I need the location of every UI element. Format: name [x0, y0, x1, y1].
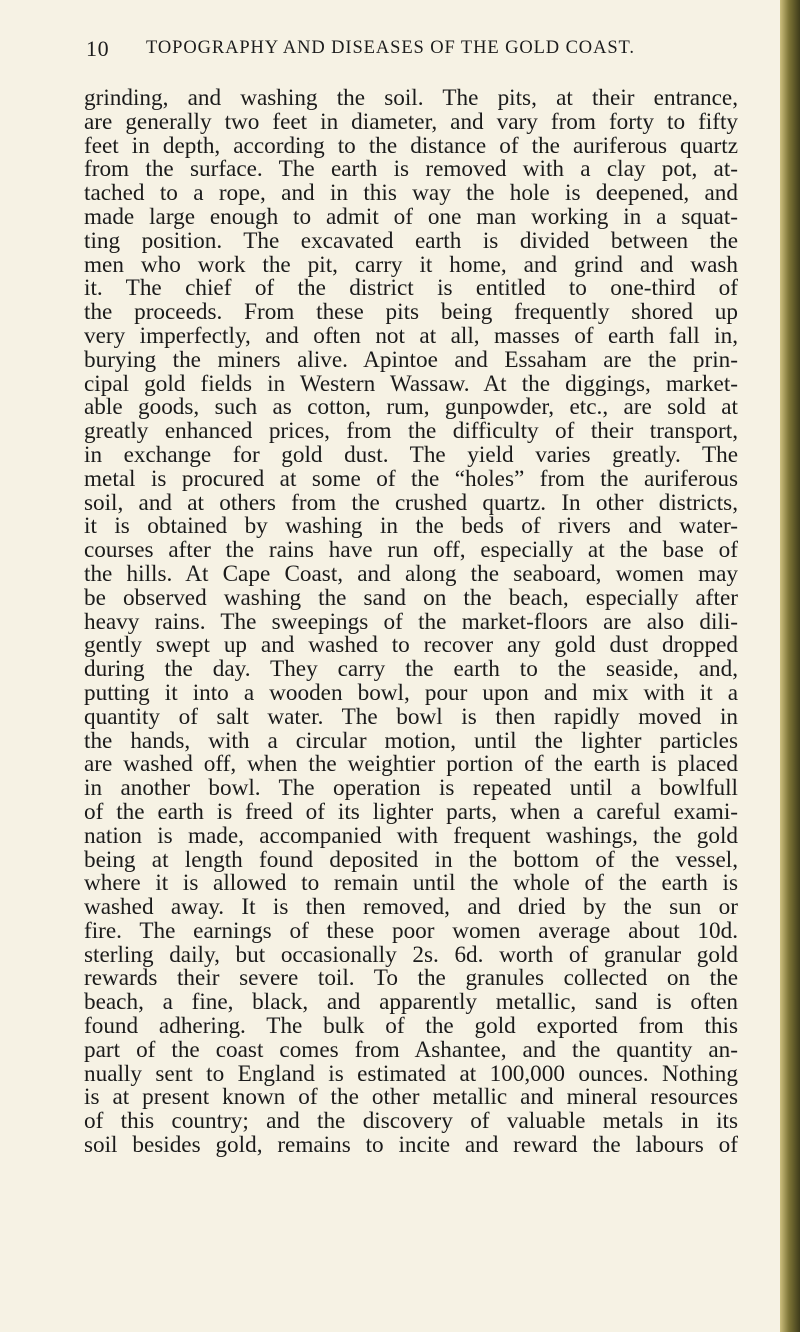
page-edge — [780, 0, 800, 1332]
text-line — [84, 944, 738, 968]
text-line-content: metal is procured at some of the “holes” from the auriferous — [84, 467, 738, 492]
text-line — [84, 515, 738, 539]
text-line — [84, 967, 738, 991]
text-line — [84, 991, 738, 1015]
text-line — [84, 1039, 738, 1063]
text-line-content: greatly enhanced prices, from the difficulty of their transport, — [84, 420, 738, 444]
text-line-content: rewards their severe toil. To the granules collected on the — [84, 967, 738, 992]
text-line — [84, 420, 738, 444]
text-line — [84, 444, 738, 468]
text-line-content: feet in depth, according to the distance of the auriferous quartz — [84, 134, 738, 159]
text-line — [84, 373, 738, 397]
text-line — [84, 230, 738, 254]
text-line — [84, 468, 738, 492]
text-line-content: of the earth is freed of its lighter parts, when a careful exami- — [84, 800, 738, 825]
text-line — [84, 849, 738, 873]
text-line — [84, 587, 738, 611]
text-line-content: the proceeds. From these pits being frequently shored up — [84, 301, 738, 325]
text-line — [84, 896, 738, 920]
text-line-content: men who work the pit, carry it home, and grind and wash — [84, 253, 738, 278]
text-line — [84, 301, 738, 325]
text-line — [84, 135, 738, 159]
text-line — [84, 492, 738, 516]
text-line-content: are washed off, when the weightier portion of the earth is placed — [84, 753, 738, 778]
text-line — [84, 1134, 738, 1158]
text-line — [84, 1110, 738, 1134]
text-line-content: in another bowl. The operation is repeated until a bowlfull — [84, 777, 738, 801]
text-line-content: it is obtained by washing in the beds of rivers and water- — [84, 515, 738, 540]
text-line-content: able goods, such as cotton, rum, gunpowder, etc., are sold at — [84, 396, 738, 421]
text-line — [84, 920, 738, 944]
text-line — [84, 158, 738, 182]
text-line — [84, 801, 738, 825]
text-line — [84, 563, 738, 587]
text-line-content: found adhering. The bulk of the gold exported from this — [84, 1015, 738, 1039]
text-line-content: the hills. At Cape Coast, and along the seaboard, women may — [84, 562, 738, 587]
text-line — [84, 87, 738, 111]
text-line-content: be observed washing the sand on the beach, especially after — [84, 586, 738, 611]
page-header — [86, 36, 706, 66]
text-line-content: heavy rains. The sweepings of the market-floors are also dili- — [84, 610, 738, 635]
text-line — [84, 730, 738, 754]
text-line-content: burying the miners alive. Apintoe and Essaham are the prin- — [84, 348, 738, 373]
page-number: 10 — [86, 36, 110, 61]
text-line — [84, 1086, 738, 1110]
text-line-content: washed away. It is then removed, and dried by the sun or — [84, 896, 738, 920]
text-line — [84, 611, 738, 635]
text-line — [84, 634, 738, 658]
text-line-content: beach, a fine, black, and apparently metallic, sand is often — [84, 991, 738, 1016]
text-line — [84, 872, 738, 896]
text-line-content: ting position. The excavated earth is divided between the — [84, 229, 738, 254]
text-line — [84, 706, 738, 730]
text-line-content: courses after the rains have run off, especially at the base of — [84, 539, 738, 563]
body-text — [84, 87, 738, 1158]
text-line — [84, 206, 738, 230]
text-line — [84, 825, 738, 849]
text-line — [84, 111, 738, 135]
text-line — [84, 182, 738, 206]
text-line-content: sterling daily, but occasionally 2s. 6d. worth of granular gold — [84, 943, 738, 968]
text-line-content: during the day. They carry the earth to the seaside, and, — [84, 658, 738, 682]
text-line-content: the hands, with a circular motion, until the lighter particles — [84, 729, 738, 754]
text-line-content: of this country; and the discovery of valuable metals in its — [84, 1110, 738, 1135]
text-line-content: is at present known of the other metallic and mineral resources — [84, 1086, 738, 1111]
text-line-content: being at length found deposited in the bottom of the vessel, — [84, 848, 738, 873]
text-line-content: are generally two feet in diameter, and vary from forty to fifty — [84, 110, 738, 135]
text-line — [84, 753, 738, 777]
text-line-content: cipal gold fields in Western Wassaw. At the diggings, market- — [84, 372, 738, 397]
text-line — [84, 396, 738, 420]
text-line — [84, 658, 738, 682]
text-line-content: nation is made, accompanied with frequent washings, the gold — [84, 824, 738, 849]
text-line — [84, 1063, 738, 1087]
text-line-content: quantity of salt water. The bowl is then rapidly moved in — [84, 705, 738, 730]
text-line — [84, 539, 738, 563]
text-line-content: putting it into a wooden bowl, pour upon and mix with it a — [84, 681, 738, 706]
text-line-content: part of the coast comes from Ashantee, and the quantity an- — [84, 1038, 738, 1063]
text-line-content: fire. The earnings of these poor women average about 10d. — [84, 919, 738, 944]
text-line-content: from the surface. The earth is removed with a clay pot, at- — [84, 158, 738, 183]
text-line — [84, 325, 738, 349]
text-line-content: nually sent to England is estimated at 100,000 ounces. Nothing — [84, 1062, 738, 1087]
text-line-content: made large enough to admit of one man working in a squat- — [84, 205, 738, 230]
text-line — [84, 277, 738, 301]
text-line-content: where it is allowed to remain until the whole of the earth is — [84, 872, 738, 897]
running-head: TOPOGRAPHY AND DISEASES OF THE GOLD COAST. — [146, 38, 635, 58]
text-line — [84, 349, 738, 373]
text-line — [84, 1015, 738, 1039]
text-line-content: soil, and at others from the crushed quartz. In other districts, — [84, 491, 738, 516]
text-line — [84, 682, 738, 706]
text-line-content: tached to a rope, and in this way the hole is deepened, and — [84, 182, 738, 206]
text-line-content: in exchange for gold dust. The yield varies greatly. The — [84, 443, 738, 468]
text-line-content: gently swept up and washed to recover any gold dust dropped — [84, 634, 738, 659]
text-line-content: soil besides gold, remains to incite and reward the labours of — [84, 1134, 738, 1158]
text-line — [84, 777, 738, 801]
text-line-content: very imperfectly, and often not at all, masses of earth fall in, — [84, 324, 738, 349]
text-line — [84, 254, 738, 278]
text-line-content: it. The chief of the district is entitled to one-third of — [84, 277, 738, 302]
text-line-content: grinding, and washing the soil. The pits, at their entrance, — [84, 87, 738, 111]
